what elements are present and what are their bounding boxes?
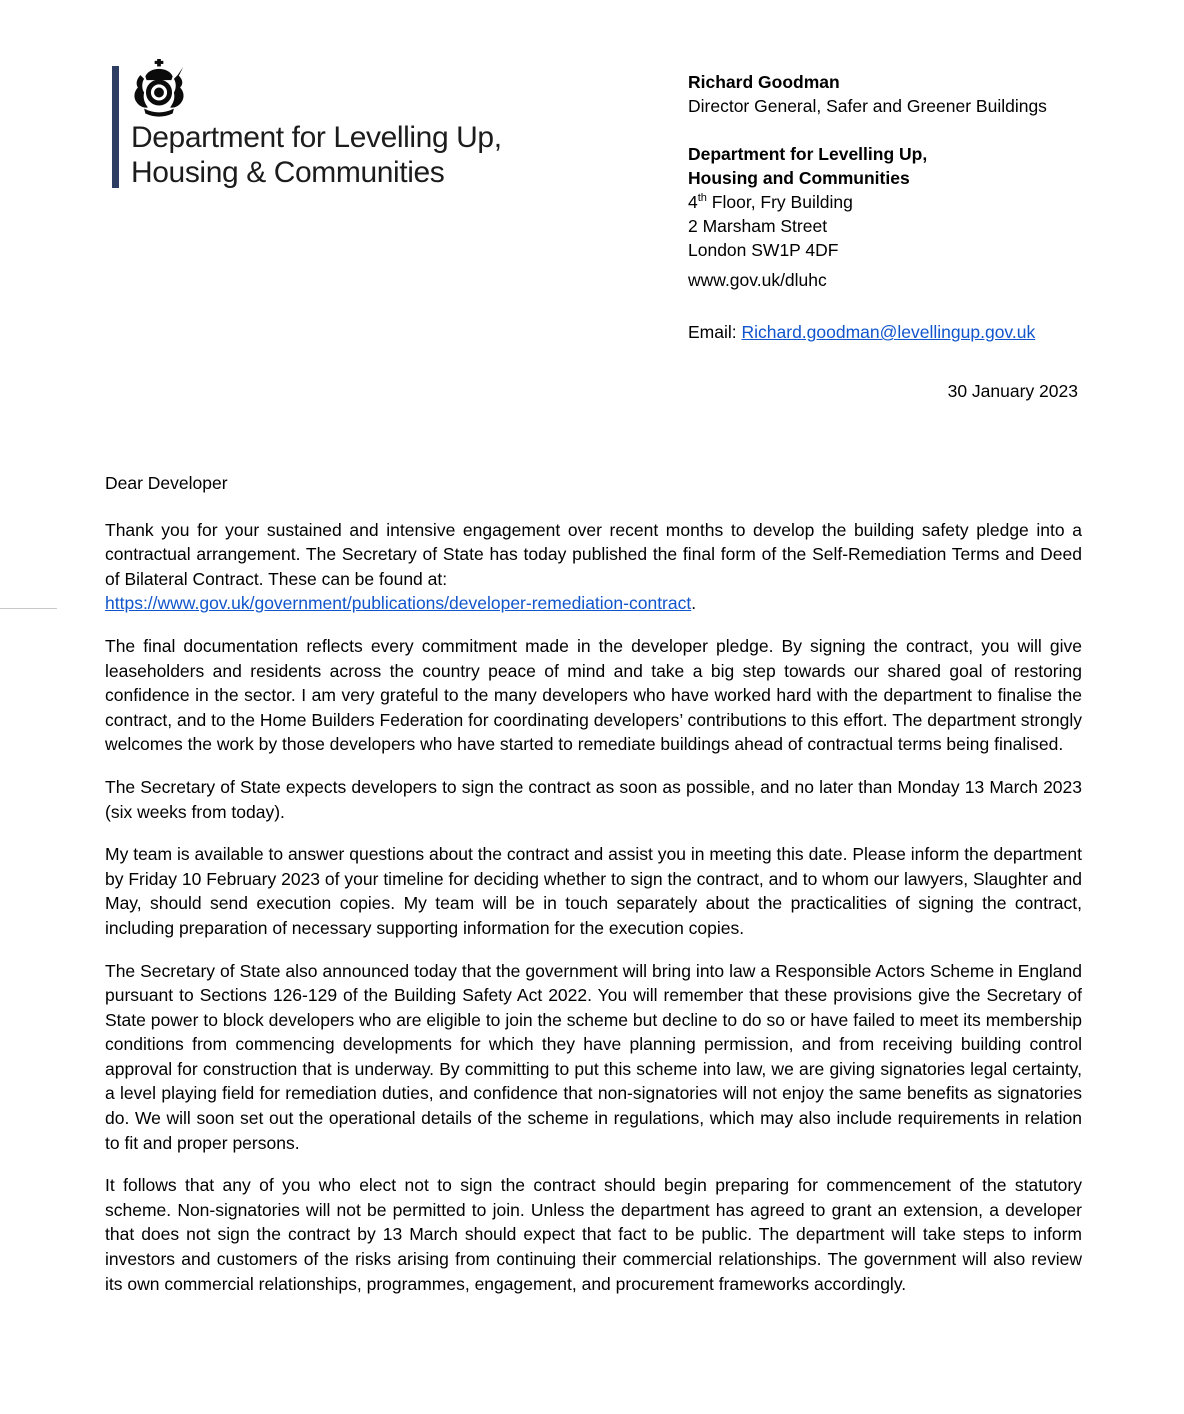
paragraph-4: My team is available to answer questions about the contract and assist you in meeting this date. Please inform the department by Friday 10 February 2023 of your timeline for deciding whether to sign the contract, and to whom our lawyers, Slaughter and May, should send execution copies. My team will be in touch separately about the practicalities of signing the contract, including preparation of necessary supporting information for the execution copies. [105,844,1082,938]
paragraph-6: It follows that any of you who elect not to sign the contract should begin preparing for commencement of the statutory scheme. Non-signatories will not be permitted to join. Unless the department has agreed to grant an extension, a developer that does not sign the contract by 13 March should expect that fact to be public. The department will take steps to inform investors and customers of the risks arising from continuing their commercial relationships. The government will also review its own commercial relationships, programmes, engagement, and procurement frameworks accordingly. [105,1175,1082,1294]
sender-email-line [688,320,1108,344]
ordinal-suffix: th [697,192,707,205]
department-logotype [131,120,502,190]
sender-address-floor: 4th Floor, Fry Building [688,192,853,212]
sender-address-street: 2 Marsham Street [688,216,828,236]
royal-crest-icon [128,58,190,122]
letter-body [105,471,1082,1296]
logotype-line2: Housing & Communities [131,156,445,189]
paragraph-1: Thank you for your sustained and intensive engagement over recent months to develop the building safety pledge into a contractual arrangement. The Secretary of State has today published the final form of the Self-Remediation Terms and Deed of Bilateral Contract. These can be found at: https://www.gov.uk/government/publications/developer-remediation-contract. [105,519,1082,614]
sender-website: www.gov.uk/dluhc [688,270,827,290]
sender-email-link[interactable]: Richard.goodman@levellingup.gov.uk [741,322,1036,342]
left-edge-mark [0,608,57,609]
sender-dept-line2: Housing and Communities [688,168,910,188]
sender-role: Director General, Safer and Greener Buildings [688,96,1047,116]
logo-accent-bar [112,66,119,188]
salutation: Dear Developer [105,473,228,493]
sender-name: Richard Goodman [688,72,840,92]
remediation-contract-link[interactable]: https://www.gov.uk/government/publications/developer-remediation-contract [105,593,692,614]
paragraph-3: The Secretary of State expects developers to sign the contract as soon as possible, and no later than Monday 13 March 2023 (six weeks from today). [105,776,1082,822]
sender-dept-line1: Department for Levelling Up, [688,144,928,164]
logotype-line1: Department for Levelling Up, [131,121,502,154]
email-label: Email: [688,322,737,342]
letter-date: 30 January 2023 [947,381,1078,401]
sender-contact-block [688,70,1108,344]
paragraph-5: The Secretary of State also announced today that the government will bring into law a Responsible Actors Scheme in England pursuant to Sections 126-129 of the Building Safety Act 2022. You will remember that these provisions give the Secretary of State power to block developers who are eligible to join the scheme but decline to do so or have failed to meet its membership conditions from commencing developments for which they have planning permission, and from receiving building control approval for construction that is underway. By committing to put this scheme into law, we are giving signatories legal certainty, a level playing field for remediation duties, and confidence that non-signatories will not enjoy the same benefits as signatories do. We will soon set out the operational details of the scheme in regulations, which may also include requirements in relation to fit and proper persons. [105,960,1082,1153]
sender-address-city: London SW1P 4DF [688,240,839,260]
paragraph-2: The final documentation reflects every commitment made in the developer pledge. By signing the contract, you will give leaseholders and residents across the country peace of mind and take a big step towards our shared goal of restoring confidence in the sector. I am very grateful to the many developers who have worked hard with the department to finalise the contract, and to the Home Builders Federation for coordinating developers’ contributions to this effort. The department strongly welcomes the work by those developers who have started to remediate buildings ahead of contractual terms being finalised. [105,635,1082,755]
